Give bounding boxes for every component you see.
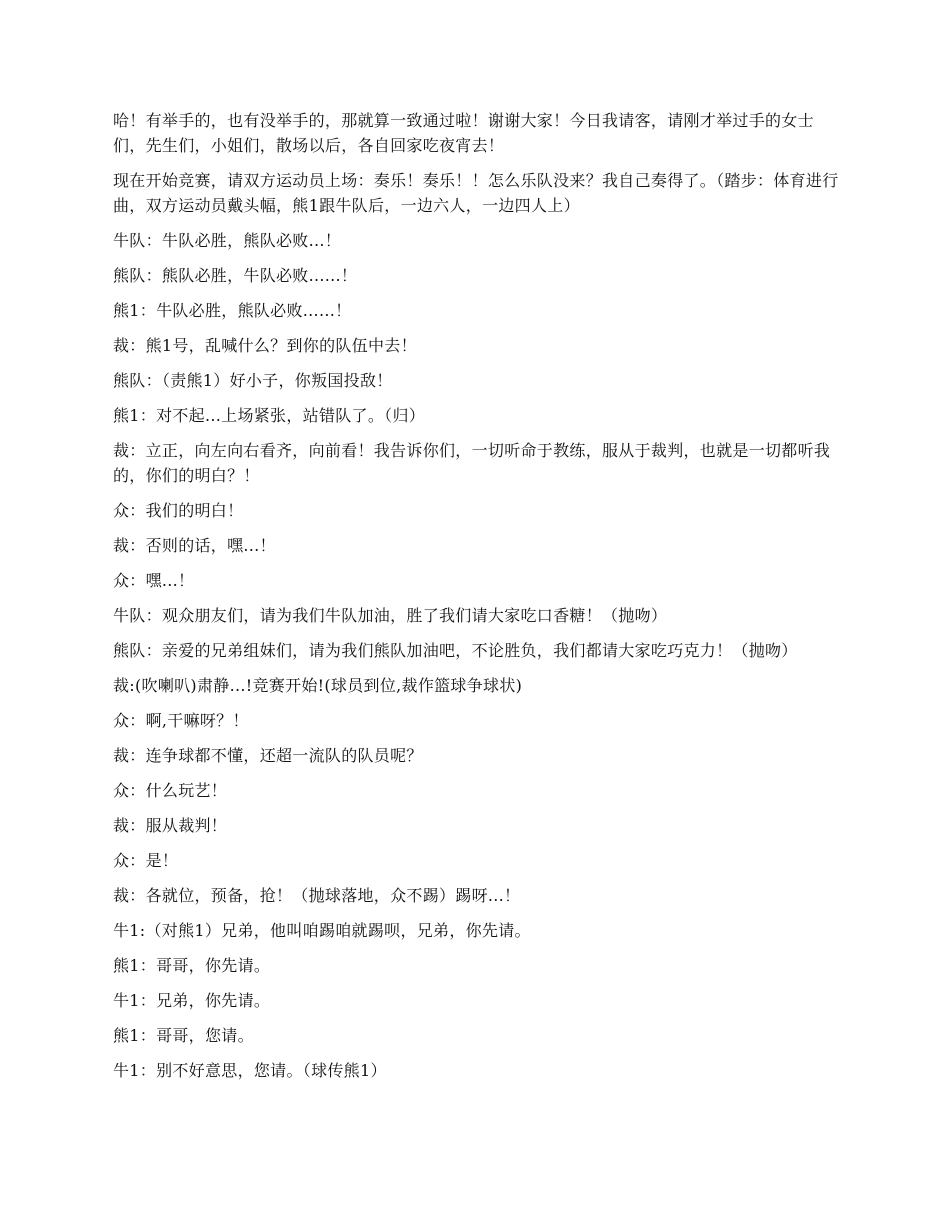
paragraph: 众：啊,干嘛呀？！: [113, 711, 249, 730]
paragraph: 熊队：熊队必胜，牛队必败......！: [113, 266, 358, 285]
paragraph: 熊1：对不起...上场紧张，站错队了。（归）: [113, 406, 426, 425]
paragraph: 牛1:（对熊1）兄弟，他叫咱踢咱就踢呗，兄弟，你先请。: [113, 921, 531, 940]
paragraph: 哈！有举手的，也有没举手的，那就算一致通过啦！谢谢大家！今日我请客，请刚才举过手的女士们，先生们，小姐们，散场以后，各自回家吃夜宵去！: [113, 111, 814, 155]
paragraph: 众：我们的明白！: [113, 501, 244, 520]
paragraph: 熊队：亲爱的兄弟组妹们，请为我们熊队加油吧，不论胜负，我们都请大家吃巧克力！（抛吻）: [113, 641, 798, 660]
paragraph: 裁:(吹喇叭)肃静...!竞赛开始!(球员到位,裁作篮球争球状): [113, 676, 523, 695]
paragraph: 裁：服从裁判！: [113, 816, 228, 835]
paragraph: 熊1：哥哥，你先请。: [113, 956, 271, 975]
paragraph: 现在开始竞赛，请双方运动员上场：奏乐！奏乐！！怎么乐队没来？我自己奏得了。（踏步：体育进行曲，双方运动员戴头幅，熊1跟牛队后，一边六人，一边四人上）: [113, 171, 839, 215]
document-page: [113, 108, 841, 1093]
paragraph: 牛队：牛队必胜，熊队必败...！: [113, 231, 342, 250]
paragraph: 牛1：兄弟，你先请。: [113, 991, 271, 1010]
paragraph: 牛1：别不好意思，您请。（球传熊1）: [113, 1061, 387, 1080]
paragraph: 熊1：哥哥，您请。: [113, 1026, 254, 1045]
paragraph: 众：嘿...！: [113, 571, 195, 590]
paragraph: 裁：各就位，预备，抢！（抛球落地，众不踢）踢呀...！: [113, 886, 521, 905]
paragraph: 众：什么玩艺！: [113, 781, 228, 800]
paragraph: 裁：熊1号，乱喊什么？到你的队伍中去！: [113, 336, 417, 355]
paragraph: 熊队：（责熊1）好小子，你叛国投敌！: [113, 371, 393, 390]
paragraph: 裁：连争球都不懂，还超一流队的队员呢？: [113, 746, 423, 765]
paragraph: 裁：否则的话，嘿...！: [113, 536, 276, 555]
paragraph: 牛队：观众朋友们，请为我们牛队加油，胜了我们请大家吃口香糖！（抛吻）: [113, 606, 668, 625]
paragraph: 众：是！: [113, 851, 179, 870]
paragraph: 裁：立正，向左向右看齐，向前看！我告诉你们，一切听命于教练，服从于裁判，也就是一切都听我的，你们的明白？！: [113, 441, 831, 485]
paragraph: 熊1：牛队必胜，熊队必败......！: [113, 301, 352, 320]
